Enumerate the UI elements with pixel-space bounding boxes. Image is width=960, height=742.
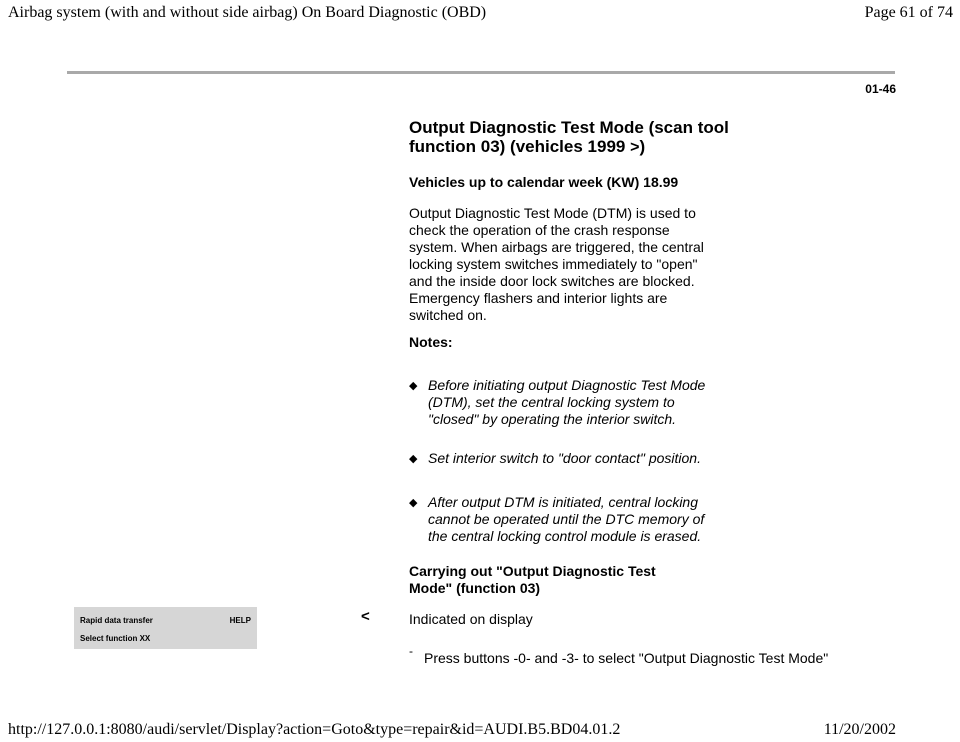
carrying-out-line-1: Carrying out "Output Diagnostic Test — [409, 563, 656, 579]
paragraph-line: and the inside door lock switches are blocked. — [409, 273, 695, 289]
subheading: Vehicles up to calendar week (KW) 18.99 — [409, 174, 679, 190]
title-line-2: function 03) (vehicles 1999 — [409, 137, 631, 156]
diamond-bullet-icon: ◆ — [409, 497, 418, 509]
note-line: the central locking control module is erased. — [428, 528, 702, 544]
description-paragraph — [409, 205, 729, 324]
note-line: Before initiating output Diagnostic Test Mode — [428, 377, 706, 393]
carrying-out-heading — [409, 563, 709, 597]
paragraph-line: locking system switches immediately to "open" — [409, 256, 698, 272]
document-title: Airbag system (with and without side airbag) On Board Diagnostic (OBD) — [8, 4, 487, 21]
paragraph-line: system. When airbags are triggered, the central — [409, 239, 704, 255]
page-indicator: Page 61 of 74 — [864, 4, 953, 21]
paragraph-line: switched on. — [409, 307, 487, 323]
scan-tool-display — [74, 607, 257, 649]
note-item — [409, 377, 739, 428]
note-line: After output DTM is initiated, central locking — [428, 494, 699, 510]
page-code: 01-46 — [865, 82, 896, 96]
note-line: cannot be operated until the DTC memory of — [428, 511, 705, 527]
display-line-2: Select function XX — [80, 634, 151, 643]
step-instruction: Press buttons -0- and -3- to select "Output Diagnostic Test Mode" — [424, 650, 829, 666]
indicated-on-display: Indicated on display — [409, 611, 533, 627]
chevron-right-icon: > — [630, 139, 640, 156]
carrying-out-line-2: Mode" (function 03) — [409, 580, 541, 596]
footer-url: http://127.0.0.1:8080/audi/servlet/Display?action=Goto&type=repair&id=AUDI.B5.BD04.01.2 — [8, 721, 621, 738]
note-line: "closed" by operating the interior switch. — [428, 411, 677, 427]
display-line-1: Rapid data transfer — [80, 616, 153, 625]
footer-date: 11/20/2002 — [823, 721, 896, 738]
step-dash: - — [409, 644, 413, 658]
note-line: Set interior switch to "door contact" position. — [428, 450, 701, 466]
paragraph-line: Output Diagnostic Test Mode (DTM) is used to — [409, 205, 696, 221]
note-item — [409, 494, 739, 545]
chevron-left-icon: < — [361, 608, 370, 625]
note-line: (DTM), set the central locking system to — [428, 394, 675, 410]
diamond-bullet-icon: ◆ — [409, 453, 418, 465]
note-item — [409, 450, 739, 468]
display-help: HELP — [229, 616, 251, 625]
header-rule — [67, 71, 895, 74]
title-end: ) — [639, 137, 646, 156]
paragraph-line: check the operation of the crash response — [409, 222, 670, 238]
section-title — [409, 118, 729, 157]
title-line-1: Output Diagnostic Test Mode (scan tool — [409, 118, 729, 137]
diamond-bullet-icon: ◆ — [409, 380, 418, 392]
paragraph-line: Emergency flashers and interior lights are — [409, 290, 668, 306]
notes-label: Notes: — [409, 334, 453, 350]
